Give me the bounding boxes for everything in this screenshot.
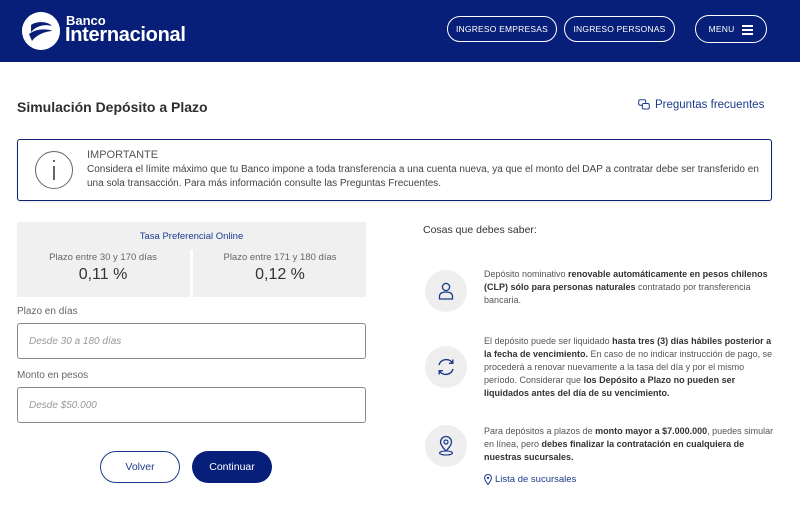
rates-panel [17,222,366,297]
info-text-segment: En caso de no indicar instrucción de pago, se procederá a renovar nuevamente a la tasa del día y por el mismo período. Considerar que [484,349,773,385]
amount-input[interactable] [17,387,366,423]
info-text-bold: debes finalizar la contratación en cualquiera de nuestras sucursales. [484,439,745,462]
info-text-segment: , puedes simular en línea, pero [484,426,774,449]
rate-label: Plazo entre 171 y 180 días [223,252,337,263]
hamburger-icon [742,25,753,34]
info-text-bold: hasta tres (3) días hábiles posterior a la fecha de vencimiento. [484,336,772,359]
site-header [0,0,800,62]
faq-link-label: Preguntas frecuentes [655,99,765,111]
info-icon [35,151,73,189]
amount-label: Monto en pesos [17,370,89,381]
info-section-title: Cosas que debes saber: [423,224,537,236]
branch-list-label: Lista de sucursales [495,474,577,485]
info-text-3 [484,425,774,464]
logo-mark-icon [22,12,60,50]
back-button[interactable]: Volver [100,451,180,483]
term-label: Plazo en días [17,306,78,317]
rate-card-long-term [194,250,366,297]
info-text-segment: El depósito puede ser liquidado [484,336,613,346]
bank-logo[interactable] [22,12,197,50]
menu-label: MENU [708,24,735,34]
ingreso-empresas-button[interactable]: INGRESO EMPRESAS [447,16,557,42]
logo-text-large: Internacional [65,24,186,46]
rate-value: 0,11 % [78,266,128,283]
info-text-bold: monto mayor a $7.000.000 [595,426,708,436]
notice-title: IMPORTANTE [87,149,159,161]
faq-link[interactable] [638,99,764,111]
info-text-segment: Para depósitos a plazos de [484,426,596,436]
rate-card-short-term [17,250,189,297]
map-pin-icon [484,474,492,485]
rate-divider [190,250,193,297]
info-text-bold: renovable automáticamente en pesos chilenos (CLP) sólo para personas naturales [484,269,768,292]
menu-button[interactable] [695,15,767,43]
location-icon [425,425,467,467]
rates-header: Tasa Preferencial Online [139,231,244,242]
rate-label: Plazo entre 30 y 170 días [49,252,157,263]
notice-text: Considera el límite máximo que tu Banco impone a toda transferencia a una cuenta nueva, ya que el monto del DAP a contratar debe ser transferido en una sola transacción. Para más información consulte las Preguntas Frecuentes. [87,164,759,189]
person-icon [425,270,467,312]
info-text-bold: los Depósito a Plazo no pueden ser liquidados antes del día de su vencimiento. [484,375,736,398]
info-text-segment: Depósito nominativo [484,269,569,279]
term-days-input[interactable] [17,323,366,359]
info-text-2 [484,335,774,400]
info-text-1 [484,268,774,307]
info-text-segment: contratado por transferencia bancaria. [484,282,751,305]
branch-list-link[interactable] [484,474,576,485]
continue-button[interactable]: Continuar [192,451,272,483]
chat-bubbles-icon [638,99,650,111]
important-notice [17,139,772,201]
refresh-icon [425,346,467,388]
rate-value: 0,12 % [255,266,305,283]
ingreso-personas-button[interactable]: INGRESO PERSONAS [564,16,675,42]
logo-text-small: Banco [66,13,106,28]
page-title: Simulación Depósito a Plazo [17,99,208,115]
